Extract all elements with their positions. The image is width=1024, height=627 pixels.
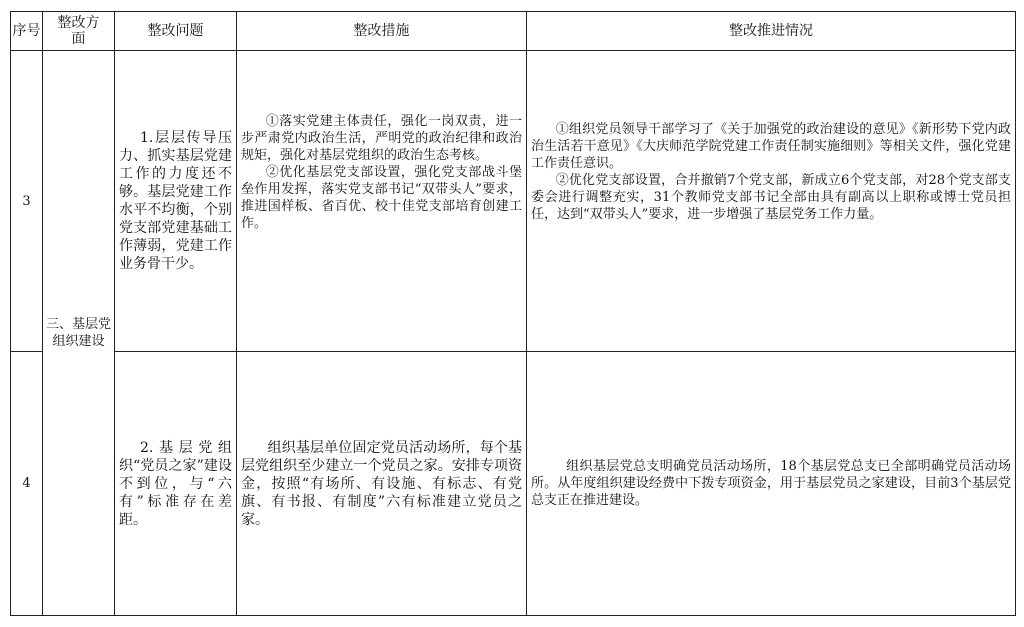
progress-text-1: 组织基层党总支明确党员活动场所，18个基层党总支已全部明确党员活动场所。从年度组织建设经费中下拨专项资金，用于基层党员之家建设，目前3个基层党总支正在推进建设。 [531, 459, 1011, 508]
problem-text: 1.层层传导压力、抓实基层党建工作的力度还不够。基层党建工作水平不均衡，个别党支部党建基础工作薄弱，党建工作业务骨干少。 [119, 130, 232, 272]
measure-text-1: ①落实党建主体责任，强化一岗双责，进一步严肃党内政治生活，严明党的政治纪律和政治规矩，强化对基层党组织的政治生态考核。 [241, 113, 522, 163]
progress-cell [527, 352, 1016, 616]
measure-cell [237, 352, 527, 616]
category-label: 三、基层党组织建设 [46, 317, 112, 349]
row-number: 4 [11, 352, 43, 616]
measure-text-1: 组织基层单位固定党员活动场所，每个基层党组织至少建立一个党员之家。安排专项资金，按照“有场所、有设施、有标志、有党旗、有书报、有制度”六有标准建立党员之家。 [241, 439, 522, 528]
header-category-label: 整改方面 [57, 15, 100, 47]
progress-text-2: ②优化党支部设置，合并撤销7个党支部，新成立6个党支部，对28个党支部支委会进行调整充实，31个教师党支部书记全部由具有副高以上职称或博士党员担任，达到“双带头人”要求，进一步增强了基层党务工作力量。 [531, 173, 1011, 222]
category-cell [43, 51, 115, 616]
progress-cell [527, 51, 1016, 352]
table-row [11, 352, 1016, 616]
problem-text: 2.基层党组织“党员之家”建设不到位，与“六有”标准存在差距。 [119, 439, 232, 528]
header-no: 序号 [11, 12, 43, 51]
progress-text-1: ①组织党员领导干部学习了《关于加强党的政治建设的意见》《新形势下党内政治生活若干意见》《大庆师范学院党建工作责任制实施细则》等相关文件，强化党建工作责任意识。 [531, 122, 1011, 171]
header-measure: 整改措施 [237, 12, 527, 51]
problem-cell [115, 51, 237, 352]
header-progress: 整改推进情况 [527, 12, 1016, 51]
header-row [11, 12, 1016, 51]
table-row [11, 51, 1016, 352]
measure-text-2: ②优化基层党支部设置，强化党支部战斗堡垒作用发挥，落实党支部书记“双带头人”要求，推进国样板、省百优、校十佳党支部培育创建工作。 [241, 164, 522, 231]
row-number: 3 [11, 51, 43, 352]
problem-cell [115, 352, 237, 616]
header-problem: 整改问题 [115, 12, 237, 51]
header-category [43, 12, 115, 51]
measure-cell [237, 51, 527, 352]
rectification-table [10, 11, 1016, 616]
